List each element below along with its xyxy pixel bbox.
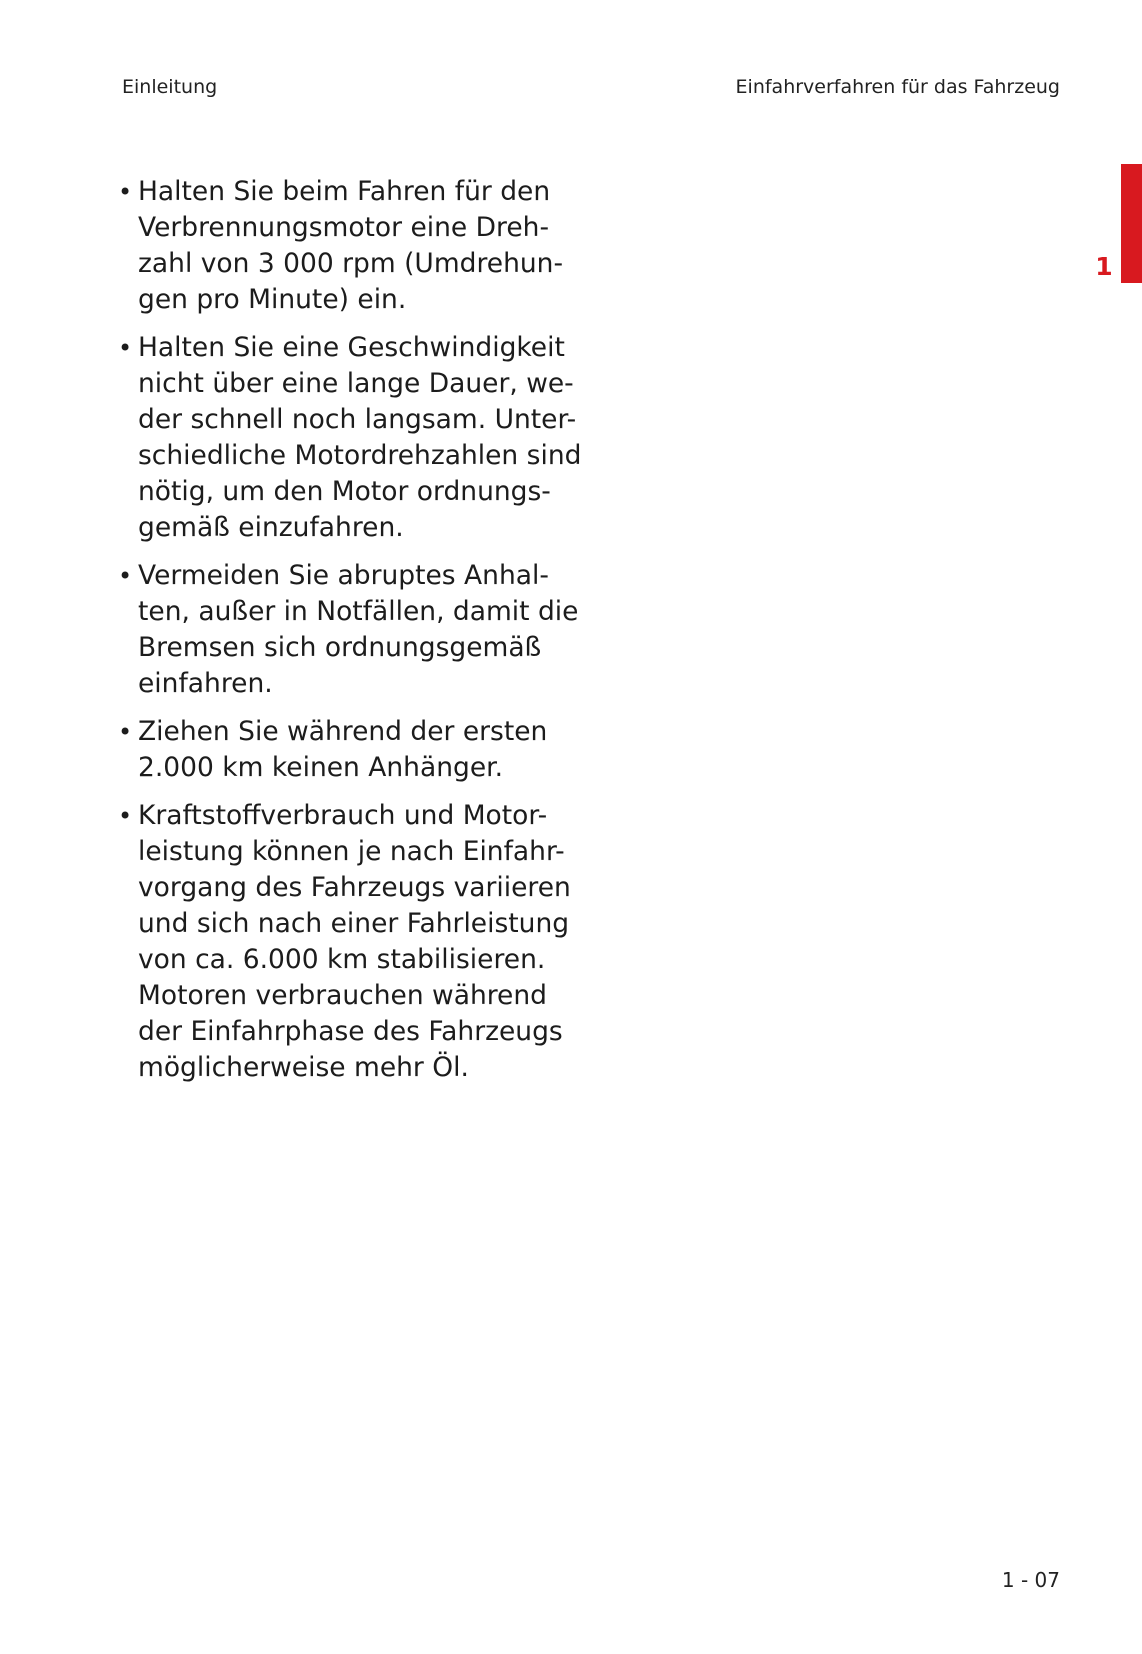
list-item-line: Bremsen sich ordnungsgemäß [138, 632, 542, 663]
list-item-line: schiedliche Motordrehzahlen sind [138, 440, 582, 471]
instructions-list [118, 174, 588, 1098]
section-title: Einleitung [122, 76, 218, 98]
list-item-line: Kraftstoffverbrauch und Motor- [138, 800, 548, 831]
list-item-line: Ziehen Sie während der ersten [138, 716, 548, 747]
list-item [118, 174, 588, 318]
chapter-number: 1 [1095, 252, 1113, 281]
list-item-line: 2.000 km keinen Anhänger. [138, 752, 504, 783]
list-item-line: nicht über eine lange Dauer, we- [138, 368, 574, 399]
list-item-line: der Einfahrphase des Fahrzeugs [138, 1016, 563, 1047]
list-item-line: und sich nach einer Fahrleistung [138, 908, 570, 939]
chapter-tab-marker [1121, 164, 1142, 283]
bullet-icon: • [118, 178, 133, 206]
list-item-line: vorgang des Fahrzeugs variieren [138, 872, 571, 903]
bullet-icon: • [118, 562, 133, 590]
list-item-line: Verbrennungsmotor eine Dreh- [138, 212, 550, 243]
list-item-line: Motoren verbrauchen während [138, 980, 547, 1011]
page-number: 1 - 07 [1001, 1568, 1060, 1592]
page-topic-title: Einfahrverfahren für das Fahrzeug [735, 76, 1060, 98]
list-item-line: von ca. 6.000 km stabilisieren. [138, 944, 546, 975]
list-item-line: Halten Sie beim Fahren für den [138, 176, 551, 207]
list-item-line: gen pro Minute) ein. [138, 284, 407, 315]
list-item [118, 714, 588, 786]
list-item [118, 798, 588, 1086]
list-item-line: ten, außer in Notfällen, damit die [138, 596, 579, 627]
list-item-line: leistung können je nach Einfahr- [138, 836, 565, 867]
list-item-line: Vermeiden Sie abruptes Anhal- [138, 560, 549, 591]
list-item [118, 558, 588, 702]
list-item-line: zahl von 3 000 rpm (Umdrehun- [138, 248, 564, 279]
bullet-icon: • [118, 718, 133, 746]
bullet-icon: • [118, 802, 133, 830]
list-item-line: möglicherweise mehr Öl. [138, 1052, 469, 1083]
list-item [118, 330, 588, 546]
bullet-icon: • [118, 334, 133, 362]
list-item-line: Halten Sie eine Geschwindigkeit [138, 332, 565, 363]
list-item-line: der schnell noch langsam. Unter- [138, 404, 577, 435]
list-item-line: einfahren. [138, 668, 273, 699]
list-item-line: nötig, um den Motor ordnungs- [138, 476, 551, 507]
list-item-line: gemäß einzufahren. [138, 512, 404, 543]
